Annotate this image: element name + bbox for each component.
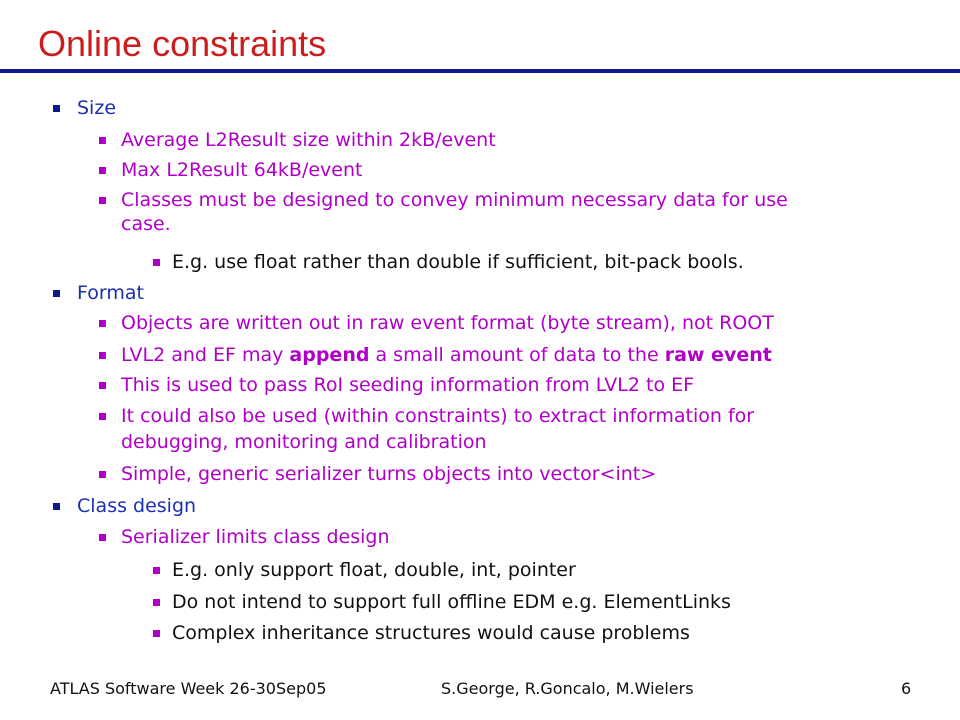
section-label: Format (77, 282, 144, 304)
item-text: Objects are written out in raw event format (byte stream), not ROOT (121, 312, 774, 334)
bullet-icon (53, 503, 60, 510)
bullet-icon (99, 471, 106, 478)
item-text-continued: case. (121, 213, 171, 235)
bullet-icon (153, 567, 160, 574)
bullet-icon (53, 105, 60, 112)
section-label: Size (77, 97, 117, 119)
footer-event: ATLAS Software Week 26-30Sep05 (50, 679, 327, 698)
item-text (121, 343, 772, 367)
sub-item-text: Complex inheritance structures would cause problems (172, 622, 690, 644)
sub-item-text: E.g. use float rather than double if sufficient, bit-pack bools. (172, 251, 744, 273)
bullet-icon (99, 352, 106, 359)
bullet-icon (153, 599, 160, 606)
item-text-continued: debugging, monitoring and calibration (121, 431, 487, 453)
bullet-icon (99, 197, 106, 204)
bullet-icon (99, 534, 106, 541)
bullet-icon (99, 382, 106, 389)
bullet-icon (99, 413, 106, 420)
page-number: 6 (901, 679, 912, 698)
item-text: Simple, generic serializer turns objects into vector<int> (121, 463, 657, 485)
section-label: Class design (77, 495, 197, 517)
bullet-icon (99, 167, 106, 174)
bullet-icon (99, 137, 106, 144)
item-text: Average L2Result size within 2kB/event (121, 129, 496, 151)
footer-authors: S.George, R.Goncalo, M.Wielers (441, 679, 694, 698)
item-text-part: a small amount of data to the (369, 344, 665, 366)
emphasis-append: append (289, 344, 370, 366)
item-text: Classes must be designed to convey minimum necessary data for use (121, 189, 788, 211)
item-text: It could also be used (within constraints) to extract information for (121, 405, 755, 427)
sub-item-text: E.g. only support float, double, int, pointer (172, 559, 576, 581)
bullet-icon (153, 630, 160, 637)
title-divider (0, 69, 960, 73)
sub-item-text: Do not intend to support full offline EDM e.g. ElementLinks (172, 591, 731, 613)
item-text: Max L2Result 64kB/event (121, 159, 363, 181)
item-text-part: LVL2 and EF may (121, 344, 290, 366)
slide-title: Online constraints (38, 23, 327, 64)
item-text: Serializer limits class design (121, 526, 390, 548)
bullet-icon (153, 259, 160, 266)
bullet-icon (53, 290, 60, 297)
item-text: This is used to pass RoI seeding information from LVL2 to EF (121, 374, 695, 396)
emphasis-raw-event: raw event (664, 344, 772, 366)
bullet-icon (99, 320, 106, 327)
